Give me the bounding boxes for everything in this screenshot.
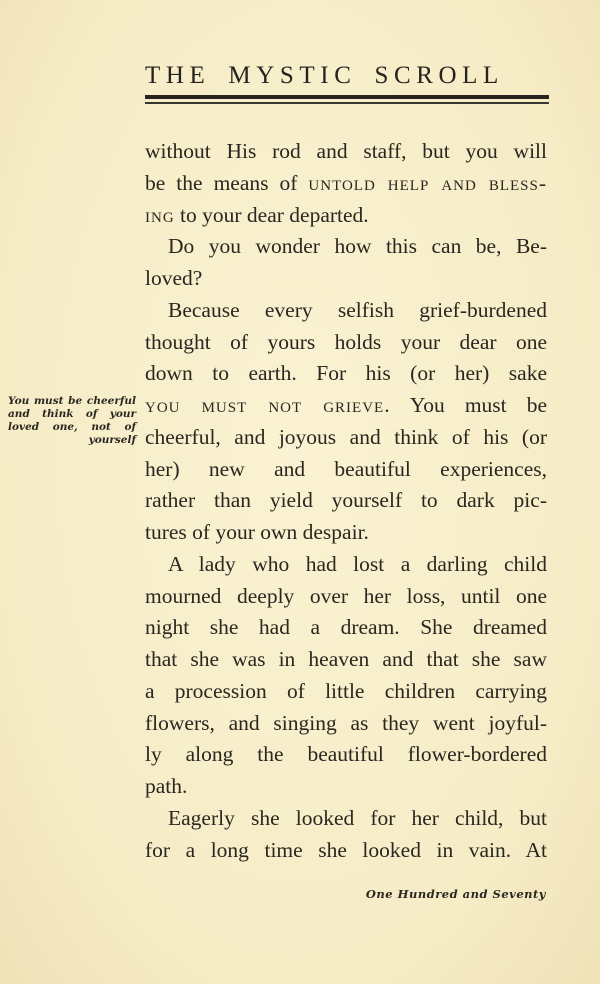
- header-rule-thick: [145, 95, 549, 99]
- small-caps-text: untold help and bless-: [308, 170, 547, 195]
- text-run: a procession of little children carrying: [145, 678, 547, 703]
- small-caps-text: you must not grieve.: [145, 393, 391, 417]
- text-run: down to earth. For his (or her) sake: [145, 361, 547, 386]
- text-line: [145, 708, 547, 738]
- header-word: MYSTIC: [228, 62, 357, 89]
- text-run: You must be: [390, 393, 547, 417]
- text-line: [145, 485, 547, 515]
- text-line: [145, 327, 547, 357]
- text-line: [145, 358, 547, 388]
- text-run: Eagerly she looked for her child, but: [168, 805, 547, 830]
- text-line: [145, 549, 547, 579]
- text-line: [145, 517, 547, 547]
- text-line: [145, 612, 547, 642]
- text-run: for a long time she looked in vain. At: [145, 837, 547, 862]
- text-line: [145, 390, 547, 420]
- header-rule-thin: [145, 102, 549, 104]
- header-word: THE: [145, 62, 211, 89]
- running-header: [145, 62, 549, 96]
- text-line: [145, 454, 547, 484]
- text-run: that she was in heaven and that she saw: [145, 647, 547, 671]
- text-line: [145, 835, 547, 865]
- margin-note-line: You must be cheerful: [8, 395, 136, 407]
- text-run: cheerful, and joyous and think of his (or: [145, 424, 547, 449]
- margin-note-line: loved one, not of: [8, 421, 136, 433]
- text-line: [145, 676, 547, 706]
- text-run: path.: [145, 774, 188, 798]
- text-line: [145, 168, 547, 198]
- margin-note: [8, 395, 136, 447]
- text-run: her) new and beautiful experiences,: [145, 456, 547, 481]
- text-run: thought of yours holds your dear one: [145, 329, 547, 354]
- text-line: [145, 803, 547, 833]
- text-run: mourned deeply over her loss, until one: [145, 583, 547, 608]
- margin-note-line: yourself: [88, 434, 136, 446]
- text-run: be the means of: [145, 170, 309, 195]
- text-run: Because every selfish grief-burdened: [168, 297, 547, 322]
- text-run: A lady who had lost a darling child: [168, 551, 547, 576]
- text-line: [145, 771, 547, 801]
- text-run: rather than yield yourself to dark pic-: [145, 488, 547, 513]
- text-run: night she had a dream. She dreamed: [145, 615, 547, 640]
- text-line: [145, 739, 547, 769]
- text-line: [145, 136, 547, 166]
- header-word: SCROLL: [374, 62, 504, 89]
- text-run: ly along the beautiful flower-bordered: [145, 742, 547, 767]
- text-run: loved?: [145, 266, 203, 290]
- text-line: [145, 581, 547, 611]
- text-line: [145, 422, 547, 452]
- text-run: flowers, and singing as they went joyful-: [145, 710, 547, 735]
- text-line: [145, 200, 547, 230]
- small-caps-text: ing: [145, 202, 175, 227]
- page-number: One Hundred and Seventy: [365, 887, 546, 901]
- text-line: [145, 231, 547, 261]
- text-line: [145, 295, 547, 325]
- text-run: without His rod and staff, but you will: [145, 139, 547, 163]
- text-run: tures of your own despair.: [145, 520, 369, 544]
- text-run: to your dear departed.: [174, 202, 369, 227]
- margin-note-line: and think of your: [8, 408, 136, 420]
- text-line: [145, 644, 547, 674]
- text-line: [145, 263, 547, 293]
- text-run: Do you wonder how this can be, Be-: [168, 234, 547, 259]
